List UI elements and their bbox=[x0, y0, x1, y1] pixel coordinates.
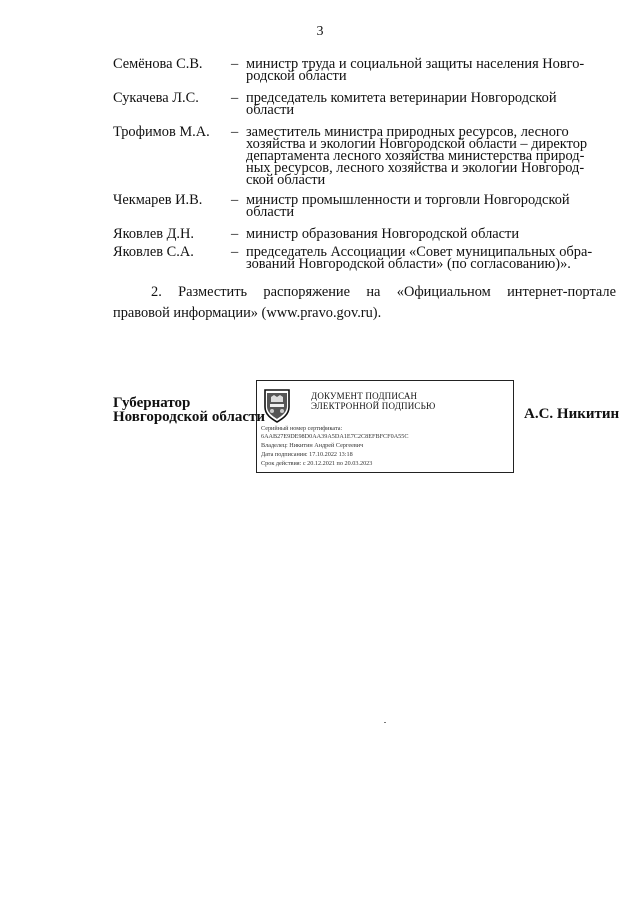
member-description bbox=[246, 194, 596, 218]
stamp-sign-date: Дата подписания: 17.10.2022 13:18 bbox=[261, 451, 353, 458]
stamp-header bbox=[311, 391, 435, 411]
member-description-line: министр образования Новгородской области bbox=[246, 226, 520, 242]
signature-name: А.С. Никитин bbox=[524, 406, 620, 422]
member-description-line: министр труда и социальной защиты населения Новго- bbox=[246, 56, 585, 72]
member-description-line: председатель Ассоциации «Совет муниципальных обра- bbox=[246, 244, 593, 260]
stamp-serial: 6AAB27E9DE98D0AA39A5DA1E7C2C8EFBFCF0A55C bbox=[261, 433, 409, 440]
stamp-owner: Владелец: Никитин Андрей Сергеевич bbox=[261, 442, 364, 449]
signature-title bbox=[113, 396, 265, 424]
stamp-header-line-2: ЭЛЕКТРОННОЙ ПОДПИСЬЮ bbox=[311, 401, 436, 411]
member-row bbox=[113, 194, 613, 218]
member-name: Трофимов М.А. bbox=[113, 124, 210, 140]
member-dash: – bbox=[231, 124, 239, 140]
paragraph-line-2: правовой информации» (www.pravo.gov.ru). bbox=[113, 305, 382, 321]
member-row bbox=[113, 246, 613, 270]
member-dash: – bbox=[231, 226, 239, 242]
member-row bbox=[113, 92, 613, 116]
member-description-line: хозяйства и экологии Новгородской области – директор bbox=[246, 136, 588, 152]
member-description bbox=[246, 58, 596, 82]
paragraph-line-1: 2. Разместить распоряжение на «Официальном интернет-портале bbox=[151, 284, 616, 300]
member-name: Сукачева Л.С. bbox=[113, 90, 199, 106]
paragraph-publish bbox=[113, 282, 616, 324]
electronic-signature-stamp bbox=[256, 380, 514, 473]
stamp-serial-label: Серийный номер сертификата: bbox=[261, 425, 343, 432]
member-description-line: родской области bbox=[246, 68, 347, 84]
member-description-line: департамента лесного хозяйства министерства природ- bbox=[246, 148, 585, 164]
member-description bbox=[246, 246, 596, 270]
novgorod-coat-of-arms-icon bbox=[262, 387, 292, 423]
member-row bbox=[113, 228, 613, 240]
member-dash: – bbox=[231, 244, 239, 260]
member-description-line: председатель комитета ветеринарии Новгородской bbox=[246, 90, 557, 106]
member-description-line: ской области bbox=[246, 172, 326, 188]
signature-title-line-2: Новгородской области bbox=[113, 409, 266, 425]
member-description-line: области bbox=[246, 204, 295, 220]
member-name: Яковлев Д.Н. bbox=[113, 226, 195, 242]
member-description bbox=[246, 228, 596, 240]
stamp-validity: Срок действия: с 20.12.2021 по 20.03.2023 bbox=[261, 460, 373, 467]
member-name: Яковлев С.А. bbox=[113, 244, 194, 260]
member-description-line: министр промышленности и торговли Новгородской bbox=[246, 192, 570, 208]
member-row bbox=[113, 58, 613, 82]
member-row bbox=[113, 126, 613, 186]
member-description bbox=[246, 126, 596, 186]
signature-title-line-1: Губернатор bbox=[113, 395, 191, 411]
member-dash: – bbox=[231, 90, 239, 106]
member-name: Семёнова С.В. bbox=[113, 56, 203, 72]
scan-dot bbox=[384, 722, 386, 723]
member-dash: – bbox=[231, 56, 239, 72]
member-description-line: области bbox=[246, 102, 295, 118]
stamp-header-line-1: ДОКУМЕНТ ПОДПИСАН bbox=[311, 391, 418, 401]
page-number: 3 bbox=[316, 24, 324, 39]
member-description-line: ных ресурсов, лесного хозяйства и экологии Новгород- bbox=[246, 160, 585, 176]
member-description-line: заместитель министра природных ресурсов, лесного bbox=[246, 124, 569, 140]
member-dash: – bbox=[231, 192, 239, 208]
member-description bbox=[246, 92, 596, 116]
member-name: Чекмарев И.В. bbox=[113, 192, 203, 208]
member-description-line: зований Новгородской области» (по согласованию)». bbox=[246, 256, 571, 272]
